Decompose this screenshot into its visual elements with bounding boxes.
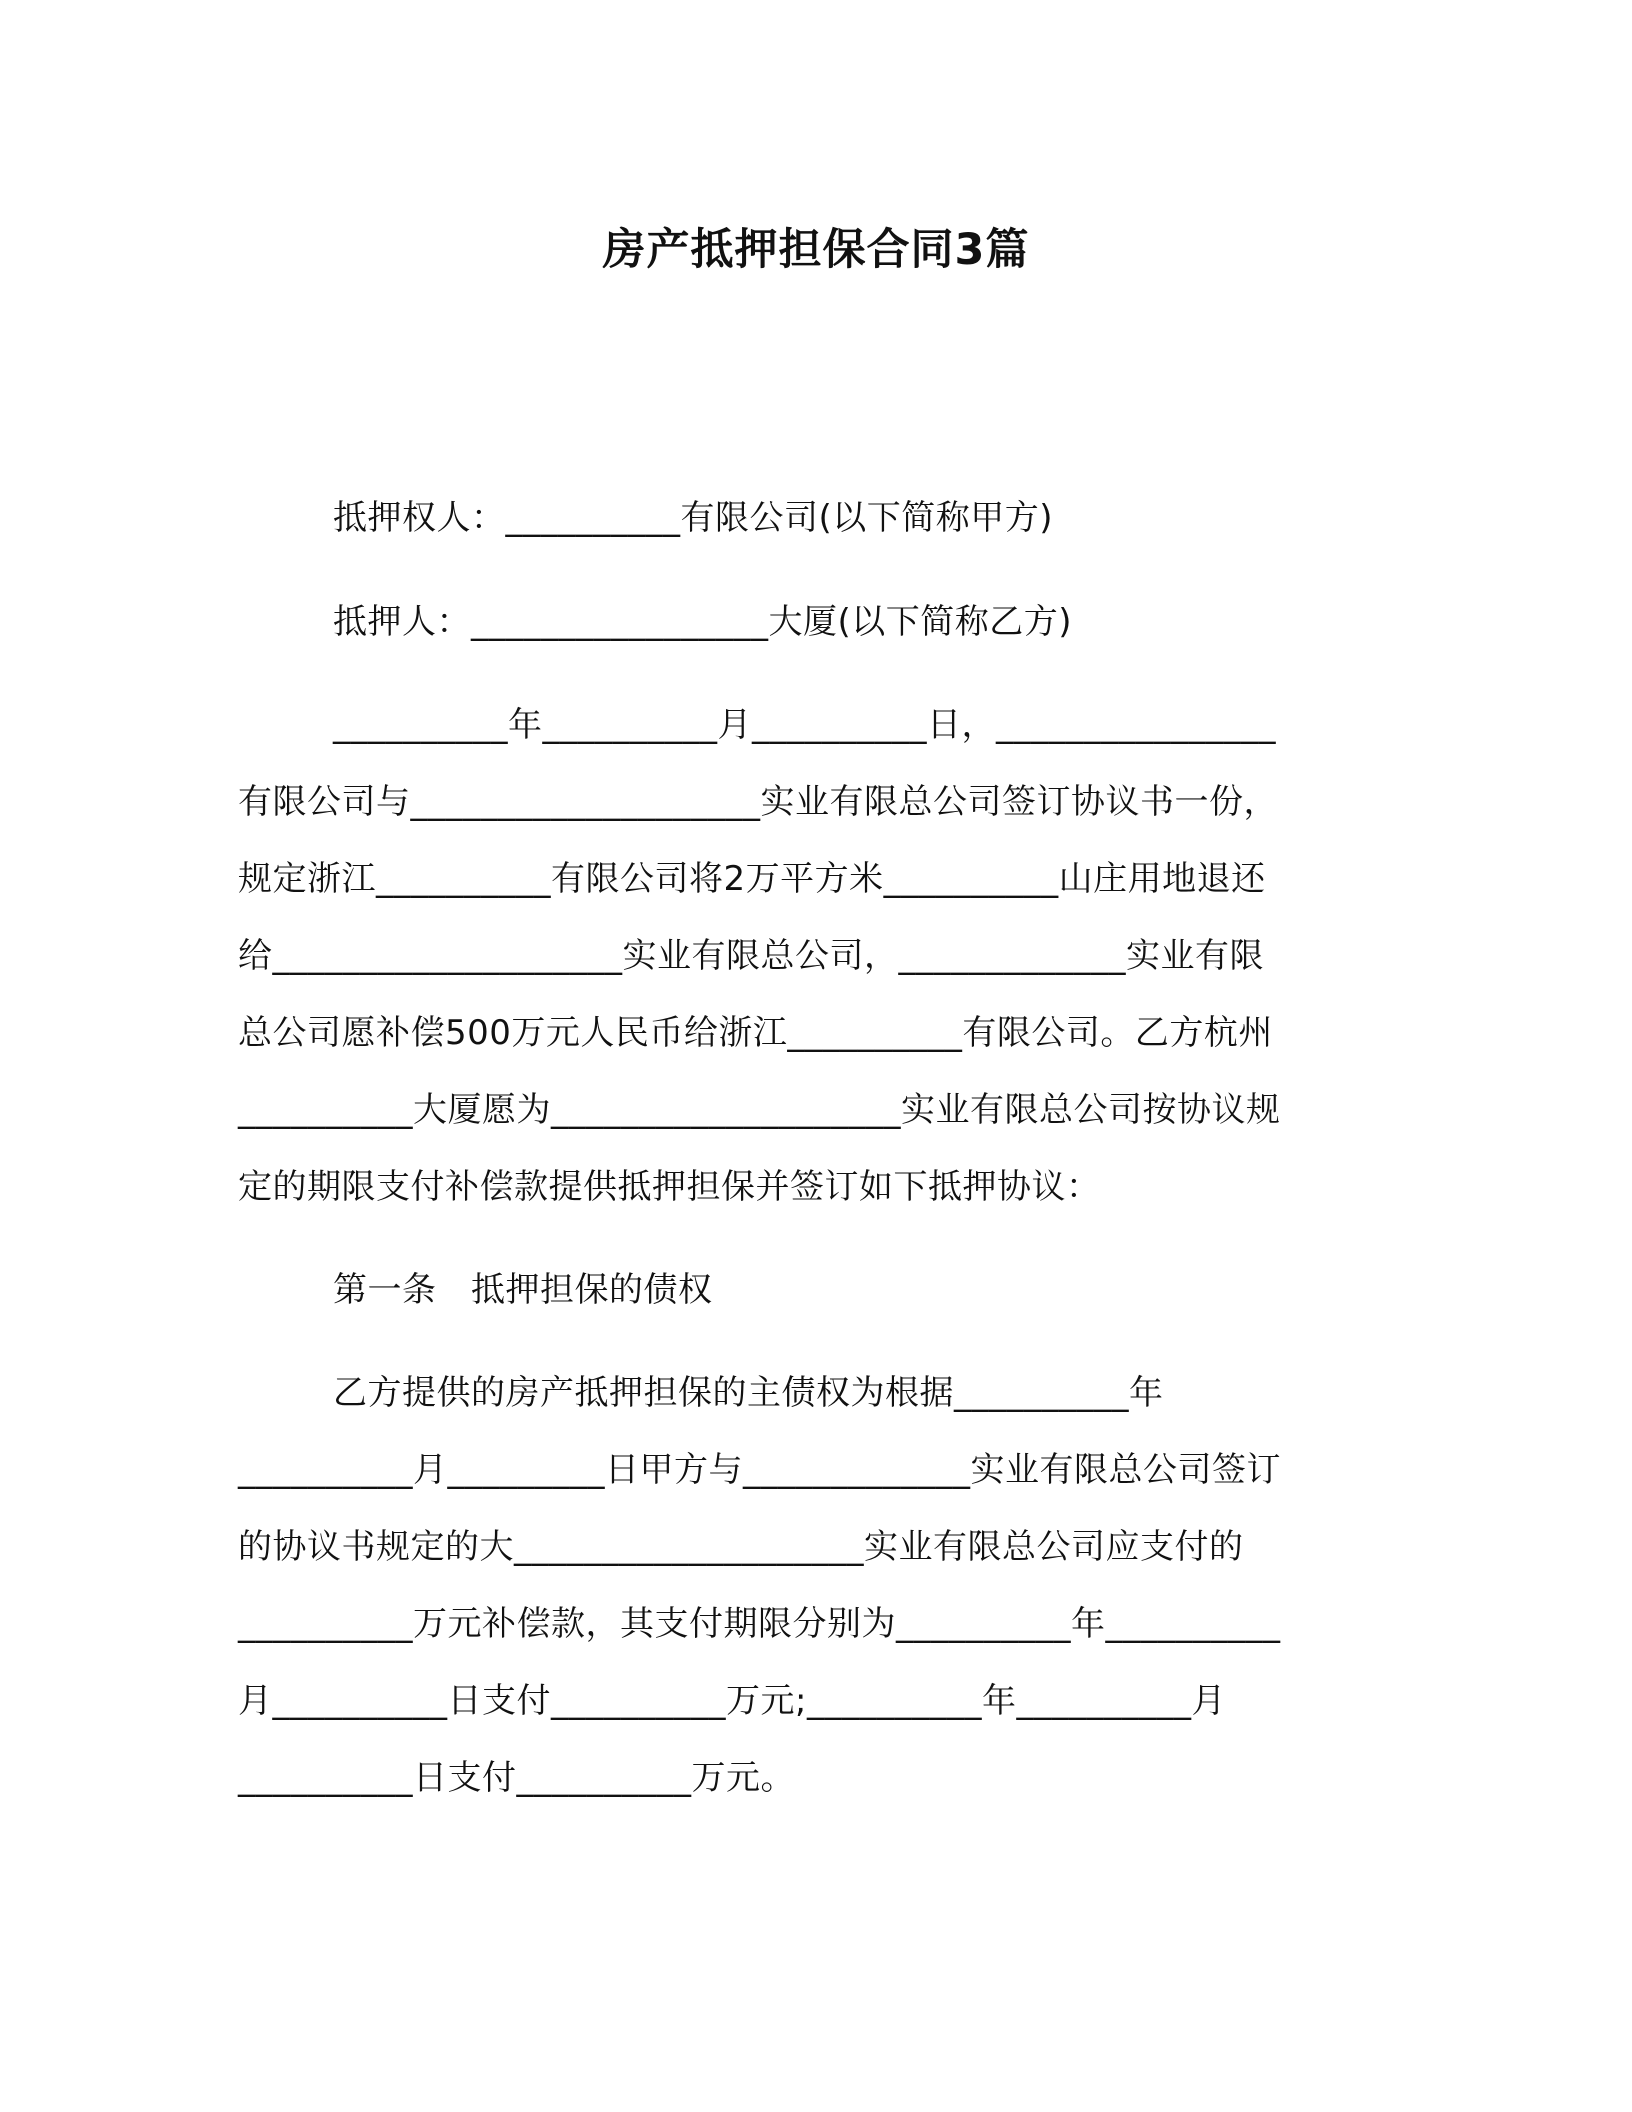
paragraph-line: 给____________________实业有限总公司，_____________实业有限 [238, 936, 1264, 976]
paragraph-line: 的协议书规定的大____________________实业有限总公司应支付的 [238, 1527, 1244, 1567]
paragraph-line: __________月_________日甲方与_____________实业有限总公司签订 [238, 1450, 1281, 1490]
document-title: 房产抵押担保合同3篇 [602, 225, 1030, 275]
paragraph-line: __________万元补偿款，其支付期限分别为__________年__________ [238, 1604, 1281, 1644]
article-heading: 第一条 抵押担保的债权 [333, 1270, 713, 1310]
paragraph-line: __________日支付__________万元。 [238, 1758, 795, 1798]
paragraph-line: __________大厦愿为____________________实业有限总公司按协议规 [238, 1090, 1281, 1130]
paragraph-line: 规定浙江__________有限公司将2万平方米__________山庄用地退还 [238, 859, 1266, 899]
paragraph-line: 月__________日支付__________万元;__________年__________月 [238, 1681, 1226, 1721]
paragraph-line-mortgagee: 抵押权人：__________有限公司(以下简称甲方) [333, 498, 1054, 538]
paragraph-line: __________年__________月__________日，________________ [333, 705, 1276, 745]
paragraph-line-mortgagor: 抵押人：_________________大厦(以下简称乙方) [333, 602, 1073, 642]
paragraph-line: 定的期限支付补偿款提供抵押担保并签订如下抵押协议： [238, 1167, 1101, 1207]
paragraph-line: 有限公司与____________________实业有限总公司签订协议书一份， [238, 782, 1278, 822]
paragraph-line: 总公司愿补偿500万元人民币给浙江__________有限公司。乙方杭州 [238, 1013, 1273, 1053]
paragraph-line: 乙方提供的房产抵押担保的主债权为根据__________年 [333, 1373, 1164, 1413]
